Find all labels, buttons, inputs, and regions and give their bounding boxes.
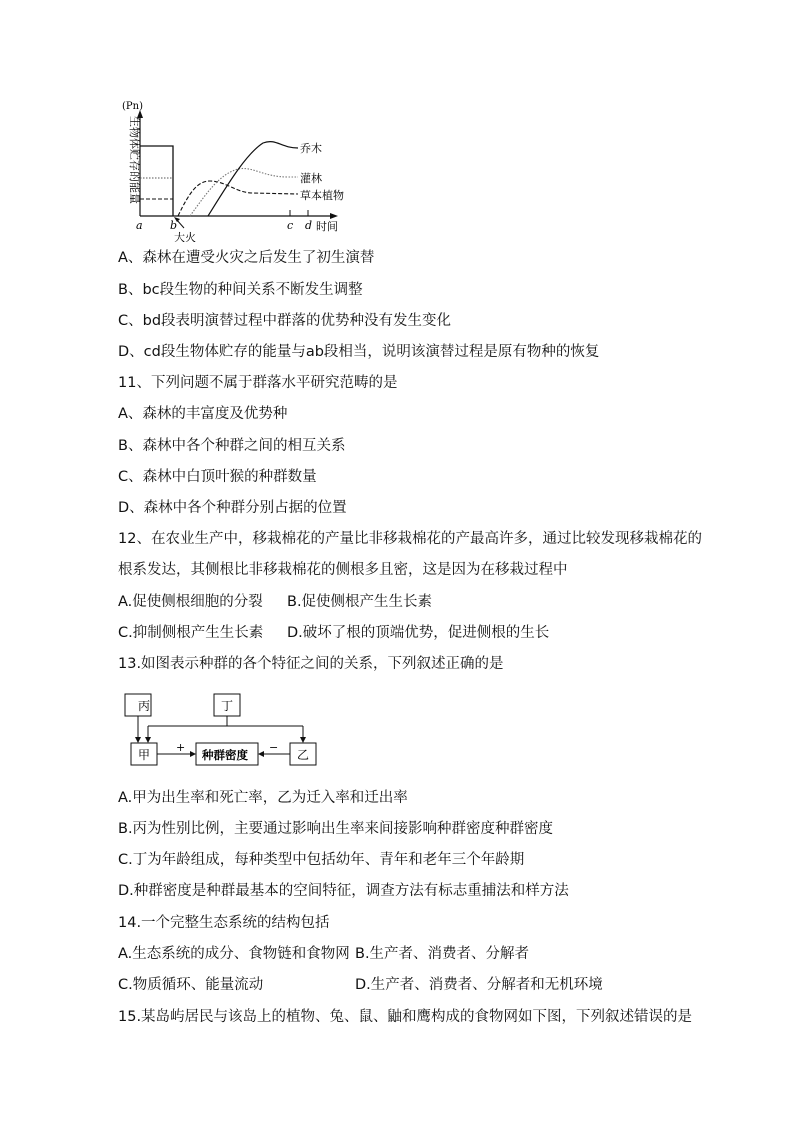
label-center: 种群密度 xyxy=(202,748,248,762)
q14-stem: 14.一个完整生态系统的结构包括 xyxy=(118,915,330,931)
q12-option-b: B.促使侧根产生生长素 xyxy=(287,594,433,610)
legend-shrub: 灌林 xyxy=(300,172,322,185)
label-jia: 甲 xyxy=(138,748,151,762)
tick-c: c xyxy=(287,219,294,232)
legend-tree: 乔木 xyxy=(300,142,322,155)
q13-option-c: C.丁为年龄组成，每种类型中包括幼年、青年和老年三个年龄期 xyxy=(118,852,525,868)
y-unit: (Pn) xyxy=(122,101,143,112)
q11-option-a: A、森林的丰富度及优势种 xyxy=(118,406,288,422)
x-axis-arrow xyxy=(330,213,338,219)
label-yi: 乙 xyxy=(297,748,310,762)
q10-option-a: A、森林在遭受火灾之后发生了初生演替 xyxy=(118,250,375,266)
minus-sign: − xyxy=(269,741,279,754)
label-bing: 丙 xyxy=(138,699,151,713)
q14-option-d: D.生产者、消费者、分解者和无机环境 xyxy=(355,977,603,993)
q11-option-d: D、森林中各个种群分别占据的位置 xyxy=(118,500,347,516)
q11-option-c: C、森林中白顶叶猴的种群数量 xyxy=(118,469,317,485)
q15-stem: 15.某岛屿居民与该岛上的植物、兔、鼠、鼬和鹰构成的食物网如下图，下列叙述错误的是 xyxy=(118,1009,693,1025)
q13-stem: 13.如图表示种群的各个特征之间的关系，下列叙述正确的是 xyxy=(118,656,504,672)
x-axis-label: 时间 xyxy=(316,220,338,233)
succession-energy-chart xyxy=(118,96,368,242)
tree-pre-fire-line xyxy=(140,146,173,216)
q12-stem-line2: 根系发达，其侧根比非移栽棉花的侧根多且密，这是因为在移栽过程中 xyxy=(118,562,568,578)
q13-option-a: A.甲为出生率和死亡率，乙为迁入率和迁出率 xyxy=(118,790,408,806)
population-features-diagram xyxy=(118,690,338,770)
q12-option-d: D.破坏了根的顶端优势，促进侧根的生长 xyxy=(287,625,550,641)
plus-sign: + xyxy=(176,741,186,754)
q12-stem-line1: 12、在农业生产中，移栽棉花的产量比非移栽棉花的产最高许多，通过比较发现移栽棉花的 xyxy=(118,531,702,547)
tick-a: a xyxy=(136,219,143,232)
q13-option-d: D.种群密度是种群最基本的空间特征，调查方法有标志重捕法和样方法 xyxy=(118,883,569,899)
legend-herb: 草本植物 xyxy=(300,189,344,202)
tick-b: b xyxy=(170,219,178,232)
q11-option-b: B、森林中各个种群之间的相互关系 xyxy=(118,438,346,454)
q10-option-c: C、bd段表明演替过程中群落的优势种没有发生变化 xyxy=(118,313,452,329)
q11-stem: 11、下列问题不属于群落水平研究范畴的是 xyxy=(118,375,398,391)
q13-option-b: B.丙为性别比例，主要通过影响出生率来间接影响种群密度种群密度 xyxy=(118,821,554,837)
q10-option-d: D、cd段生物体贮存的能量与ab段相当，说明该演替过程是原有物种的恢复 xyxy=(118,344,600,360)
y-axis-label: 生物体贮存的能量 xyxy=(128,116,141,204)
q14-option-b: B.生产者、消费者、分解者 xyxy=(355,946,530,962)
herb-curve xyxy=(178,181,298,216)
label-ding: 丁 xyxy=(221,699,234,713)
tree-curve xyxy=(208,142,298,216)
q10-option-b: B、bc段生物的种间关系不断发生调整 xyxy=(118,282,363,298)
q12-option-a: A.促使侧根细胞的分裂 xyxy=(118,594,263,610)
q14-option-c: C.物质循环、能量流动 xyxy=(118,977,264,993)
q12-option-c: C.抑制侧根产生生长素 xyxy=(118,625,264,641)
tick-d: d xyxy=(305,219,313,232)
q14-option-a: A.生态系统的成分、食物链和食物网 xyxy=(118,946,350,962)
fire-label: 大火 xyxy=(174,231,196,242)
